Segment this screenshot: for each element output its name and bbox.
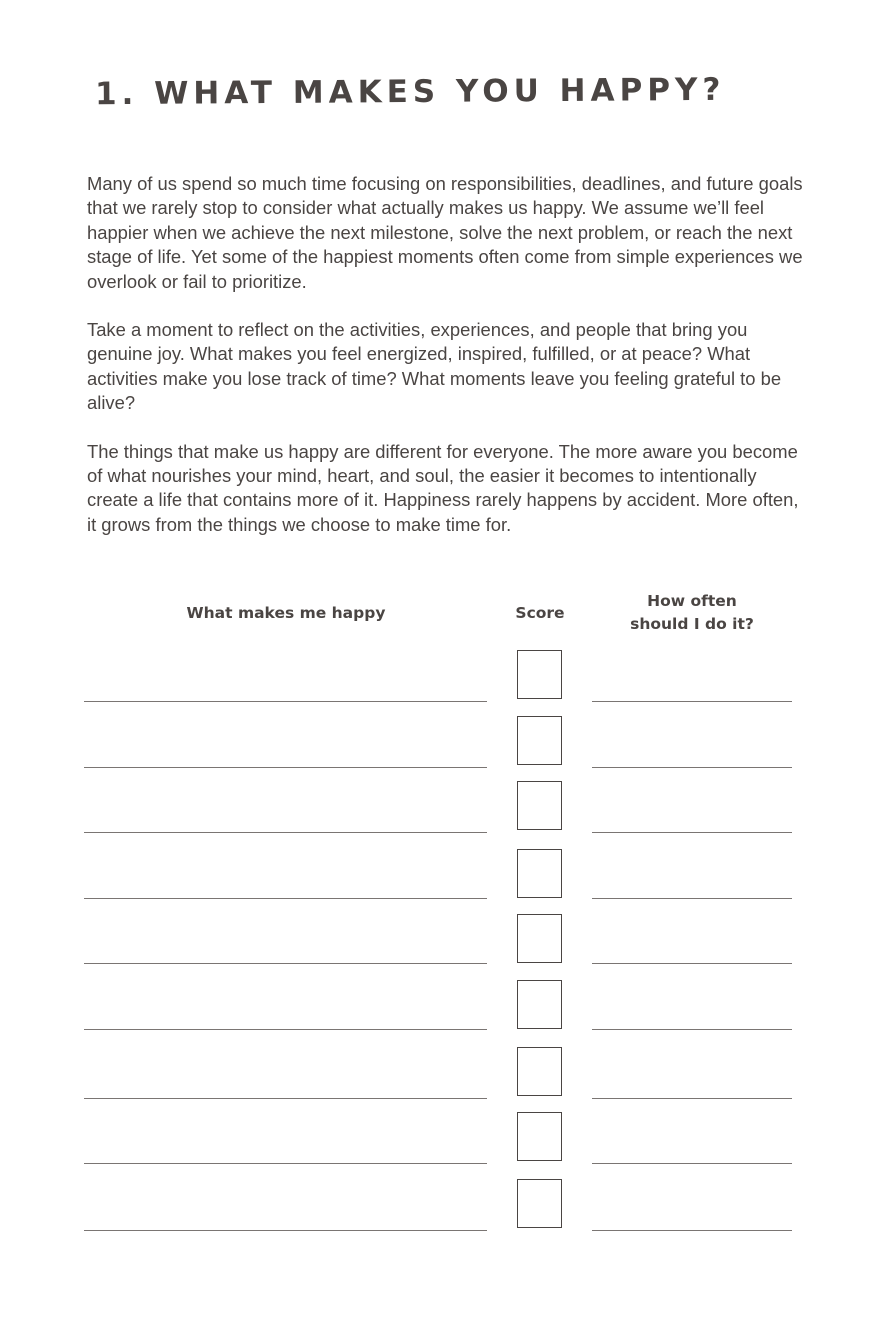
how-often-line[interactable] (592, 1029, 792, 1030)
what-makes-me-happy-line[interactable] (84, 963, 487, 964)
intro-paragraph: The things that make us happy are different for everyone. The more aware you become of what nourishes your mind, heart, and soul, the easier it becomes to intentionally create a life that contains more of it. Happiness rarely happens by accident. More often, it grows from the things we choose to make time for. (87, 440, 799, 535)
what-makes-me-happy-line[interactable] (84, 1230, 487, 1231)
what-makes-me-happy-line[interactable] (84, 898, 487, 899)
what-makes-me-happy-line[interactable] (84, 1098, 487, 1099)
intro-paragraph: Many of us spend so much time focusing on responsibilities, deadlines, and future goals that we rarely stop to consider what actually makes us happy. We assume we’ll feel happier when we achieve the next milestone, solve the next problem, or reach the next stage of life. Yet some of the happiest moments often come from simple experiences we overlook or fail to prioritize. (87, 173, 803, 292)
score-box[interactable] (517, 1112, 562, 1161)
column-header-how-often-line1: How often (647, 592, 737, 610)
how-often-line[interactable] (592, 767, 792, 768)
score-box[interactable] (517, 781, 562, 830)
what-makes-me-happy-line[interactable] (84, 701, 487, 702)
what-makes-me-happy-line[interactable] (84, 1163, 487, 1164)
how-often-line[interactable] (592, 1163, 792, 1164)
score-box[interactable] (517, 980, 562, 1029)
how-often-line[interactable] (592, 1230, 792, 1231)
what-makes-me-happy-line[interactable] (84, 832, 487, 833)
score-box[interactable] (517, 1047, 562, 1096)
column-header-what-makes-me-happy: What makes me happy (186, 604, 386, 622)
how-often-line[interactable] (592, 1098, 792, 1099)
how-often-line[interactable] (592, 963, 792, 964)
score-box[interactable] (517, 914, 562, 963)
page-title: 1. WHAT MAKES YOU HAPPY? (94, 71, 726, 113)
intro-paragraph: Take a moment to reflect on the activities, experiences, and people that bring you genuine joy. What makes you feel energized, inspired, fulfilled, or at peace? What activities make you lose track of time? What moments leave you feeling grateful to be alive? (87, 319, 782, 414)
what-makes-me-happy-line[interactable] (84, 1029, 487, 1030)
how-often-line[interactable] (592, 701, 792, 702)
score-box[interactable] (517, 716, 562, 765)
how-often-line[interactable] (592, 832, 792, 833)
score-box[interactable] (517, 1179, 562, 1228)
what-makes-me-happy-line[interactable] (84, 767, 487, 768)
score-box[interactable] (517, 650, 562, 699)
column-header-score: Score (515, 604, 565, 622)
how-often-line[interactable] (592, 898, 792, 899)
score-box[interactable] (517, 849, 562, 898)
column-header-how-often-line2: should I do it? (630, 615, 754, 633)
